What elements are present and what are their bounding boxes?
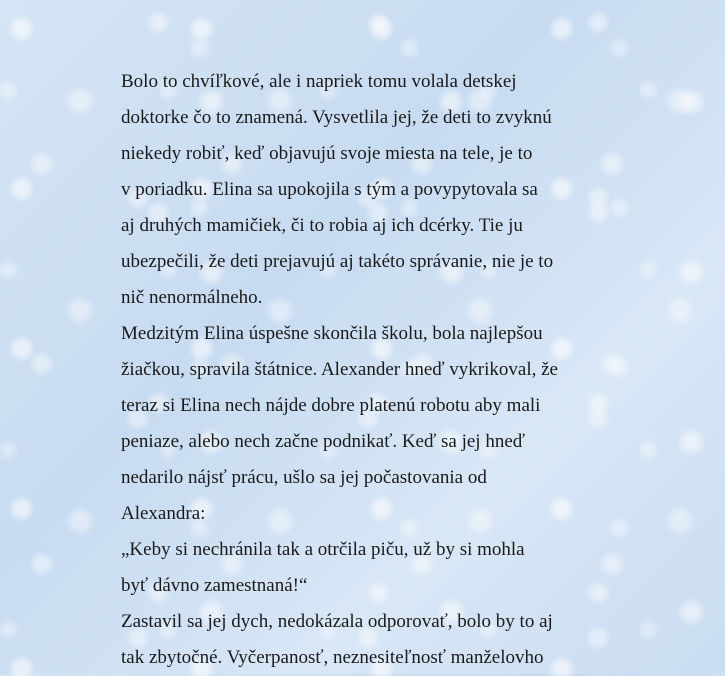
text-line: doktorke čo to znamená. Vysvetlila jej, že deti to zvyknú — [121, 107, 552, 128]
text-line: ubezpečili, že deti prejavujú aj takéto správanie, nie je to — [121, 251, 554, 272]
text-line: aj druhých mamičiek, či to robia aj ich dcérky. Tie ju — [121, 215, 523, 236]
text-line: niekedy robiť, keď objavujú svoje miesta na tele, je to — [121, 143, 533, 164]
text-line: Alexandra: — [121, 503, 206, 524]
text-line: teraz si Elina nech nájde dobre platenú robotu aby mali — [121, 395, 541, 416]
text-line: byť dávno zamestnaná!“ — [121, 575, 308, 596]
document-text — [121, 64, 681, 676]
text-line: peniaze, alebo nech začne podnikať. Keď sa jej hneď — [121, 431, 526, 452]
text-line: žiačkou, spravila štátnice. Alexander hneď vykrikoval, že — [121, 359, 558, 380]
text-line: v poriadku. Elina sa upokojila s tým a povypytovala sa — [121, 179, 538, 200]
text-line: nič nenormálneho. — [121, 287, 263, 308]
text-line: nedarilo nájsť prácu, ušlo sa jej počastovania od — [121, 467, 487, 488]
text-line: „Keby si nechránila tak a otrčila piču, už by si mohla — [121, 539, 525, 560]
text-line: Bolo to chvíľkové, ale i napriek tomu volala detskej — [121, 71, 517, 92]
text-line: Medzitým Elina úspešne skončila školu, bola najlepšou — [121, 323, 543, 344]
text-line: tak zbytočné. Vyčerpanosť, neznesiteľnosť manželovho — [121, 647, 544, 668]
text-line: Zastavil sa jej dych, nedokázala odporovať, bolo by to aj — [121, 611, 553, 632]
